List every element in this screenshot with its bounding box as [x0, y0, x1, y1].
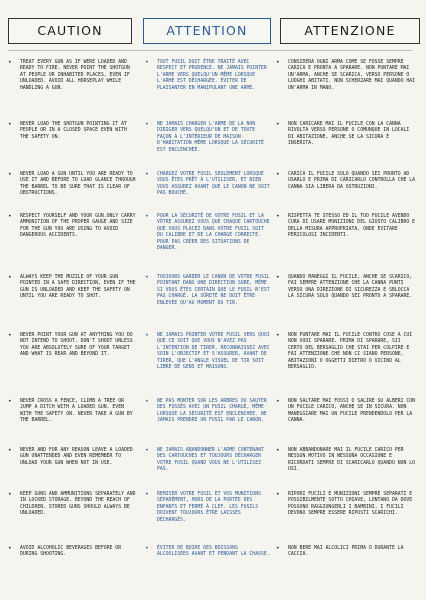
attenzione-item: • RIPORI FUCILI E MUNIZIONI SEMPRE SEPARATI E POSSIBILMENTE SOTTO CHIAVE, LONTANO DA DOVE POSSONO RAGGIUNGERLI I BAMBINI. I FUCILI DEVONO SEMPRE ESSERE RIPOSTI SCARICHI.	[276, 491, 413, 517]
caution-item: • RESPECT YOURSELF AND YOUR GUN.ONLY CARRY AMMUNITION OF THE PROPER GAUGE AND SIZE FOR THE GUN YOU ARE USING TO AVOID DANGEROUS ACCIDENTS.	[8, 213, 136, 239]
attenzione-item: • NON PUNTARE MAI IL FUCILE CONTRO COSE A CUI NON VUOI SPARARE. PRIMA DI SPARARE, SII CERTO DEL BERSAGLIO CHE STAI PER COLPIRE E FAI ATTENZIONE CHE NON CI SIANO PERSONE, ABITAZIONI O OGGETTI DIETRO O VICINO AL BERSAGLIO.	[276, 332, 413, 371]
attention-item: • NE JAMAIS POINTER VOTRE FUSIL VERS QUOI QUE CE SOIT QUE VOUS N'AVEZ PAS L'INTENTION DE TIRER. RECONNAISSEZ AVEC SOIN L'OBJECTIF ET S'ASSURER, AVANT DE TIRER, QUE L'ANGLE VISUEL DE TIR SOIT LIBRE DE GENS ET MAISONS.	[145, 332, 270, 371]
divider-french	[143, 50, 279, 51]
attenzione-item: • QUANDO MANEGGI IL FUCILE, ANCHE SE SCARICO, FAI SEMPRE ATTENZIONE CHE LA CANNA PUNTI VERSO UNA DIREZIONE DI SICUREZZA E SBLOCCA LA SICURA SOLO QUANDO SEI PRONTO A SPARARE.	[276, 274, 413, 300]
caution-item: • NEVER LOAD THE SHOTGUN POINTING IT AT PEOPLE OR IN A CLOSED SPACE EVEN WITH THE SAFETY ON.	[8, 121, 127, 140]
caution-item: • AVOID ALCOHOLIC BEVERAGES BEFORE OR DURING SHOOTING.	[8, 545, 122, 558]
attention-item: • TOUJOURS GARDER LE CANON DE VOTRE FUSIL POINTANT DANS UNE DIRECTION SURE, MÊME SI VOUS ÊTES CERTAIN QUE LE FUSIL N'EST PAS CHARGÉ. LA SÛRETÉ NE DOIT ÊTRE ENLEVÉE QU'AU MOMENT DU TIR.	[145, 274, 270, 306]
caution-item: • NEVER POINT YOUR GUN AT ANYTHING YOU DO NOT INTEND TO SHOOT. DON'T SHOOT UNLESS YOU ARE ABSOLUTELY SURE OF YOUR TARGET AND WHAT IS REAR AND BEYOND IT.	[8, 332, 133, 358]
caution-item: • ALWAYS KEEP THE MUZZLE OF YOUR GUN POINTED IN A SAFE DIRECTION, EVEN IF THE GUN IS UNLOADED AND KEEP THE SAFETY ON UNTIL YOU ARE READY TO SHOT.	[8, 274, 136, 300]
caution-item: • NEVER LOAD A GUN UNTIL YOU ARE READY TO USE IT AND BEFORE TO LOAD GLANCE THROUGH THE BARREL TO BE SURE THAT IS CLEAR OF OBSTRUCTIONS.	[8, 171, 136, 197]
attention-item: • REMISER VOTRE FUSIL ET VOS MUNITIONS SÉPARÉMENT, HORS DE LA PORTÉE DES ENFANTS ET FERMÉ À CLEF. LES FUSILS DOIVENT TOUJOURS ÊTRE LAISSÉS DÉCHARGÉS.	[145, 491, 261, 523]
attenzione-item: • CONSIDERA OGNI ARMA COME SE FOSSE SEMPRE CARICA E PRONTA A SPARARE. NON PUNTARE MAI UN'ARMA, ANCHE SE SCARICA, VERSO PERSONE O LUOGHI ABITATI. NON SCHERZARE MAI QUANDO HAI UN'ARMA IN MANO.	[276, 59, 416, 91]
caution-item: • NEVER CROSS A FENCE, CLIMB A TREE OR JUMP A DITCH WITH A LOADED GUN. EVEN WITH THE SAFETY ON. NEVER TAKE A GUN BY THE BARREL.	[8, 398, 133, 424]
attention-item: • POUR LA SÉCURITÉ DE VOTRE FUSIL ET LA VÔTRE ASSUREZ VOUS QUE CHAQUE CARTOUCHE QUE VOUS PLACEZ DANS VOTRE FUSIL SOIT DU CALIBRE ET DE LA CHARGE CORRECTE. POUR PAS CRÉER DES SITUATIONS DE DANGER.	[145, 213, 270, 252]
attention-item: • ÉVITER DE BOIRE DES BOISSONS ALCOOLISÉES AVANT ET PENDANT LA CHASSE.	[145, 545, 270, 558]
attenzione-item: • NON BERE MAI ALCOLICI PRIMA O DURANTE LA CACCIA.	[276, 545, 404, 558]
attenzione-item: • NON CARICARE MAI IL FUCILE CON LA CANNA RIVOLTA VERSO PERSONE O COMUNQUE IN LOCALI DI ABITAZIONE, ANCHE SE LA SICURA È INSERITA.	[276, 121, 410, 147]
attenzione-item: • NON ABBANDONARE MAI IL FUCILE CARICO PER NESSUN MOTIVO IN NESSUNA OCCASIONE E RICORDATI SEMPRE DI SCARICARLO QUANDO NON LO USI.	[276, 447, 416, 473]
attenzione-item: • CARICA IL FUCILE SOLO QUANDO SEI PRONTO AD USARLO E PRIMA DI CARICARLO CONTROLLA CHE LA CANNA SIA LIBERA DA OSTRUZIONI.	[276, 171, 416, 190]
header-attenzione: ATTENZIONE	[280, 18, 420, 44]
divider-italian	[276, 50, 412, 51]
attention-item: • CHARGEZ VOTRE FUSIL SEULEMENT LORSQUE VOUS ÊTES PRÊT À L'UTILISER, ET BIEN VOUS ASSUREZ AVANT QUE LE CANON NE SOIT PAS BOUCHÉ.	[145, 171, 270, 197]
attention-item: • NE JAMAIS CHARGER L'ARME DE LA NON DIRIGER VERS QUELQU'UN ET DE TOUTE FAÇON À L'INTÉRIEUR DE MAISON D'HABITATION MÊME LORSQUE LA SÉCURITÉ EST ENCLENCHÉE.	[145, 121, 264, 153]
attention-item: • NE PAS MONTER SUR LES ARBRES OU SAUTER DES FOSSÉS AVEC UN FUSIL CHARGÉ, MÊME LORSQUE LA SÉCURITÉ EST ENCLENCHÉE. NE JAMAIS PRENDRE UN FUSIL PAR LE CANON.	[145, 398, 267, 424]
caution-item: • KEEP GUNS AND AMMUNITIONS SEPARATELY AND IN LOCKED STORAGE. BEYOND THE REACH OF CHILDREN. STORED GUNS SHOULD ALWAYS BE UNLOADED.	[8, 491, 136, 517]
header-attention: ATTENTION	[143, 18, 271, 44]
attention-item: • TOUT FUSIL DOIT ÊTRE TRAITÉ AVEC RESPECT ET PRUDENCE. NE JAMAIS POINTER L'ARME VERS QUELQU'UN MÊME LORSQUE L'ARME EST DÉCHARGÉE. ÉVITER DE PLAISANTER EN MANIPULANT UNE ARME.	[145, 59, 267, 91]
header-caution: CAUTION	[8, 18, 132, 44]
caution-item: • TREAT EVERY GUN AS IF WERE LOADED AND READY TO FIRE. NEVER POINT THE SHOTGUN AT PEOPLE OR INHABITED PLACES, EVEN IF UNLOADED. AVOID ALL HORSEPLAY WHILE HANDLING A GUN.	[8, 59, 130, 91]
divider-english	[8, 50, 144, 51]
attention-item: • NE JAMAIS ABANDONNER L'ARME CONTENANT DES CARTOUCHES ET TOUJOURS DÉCHARGER VOTRE FUSIL QUAND VOUS NE L'UTILISEZ PAS.	[145, 447, 264, 473]
column-headers	[8, 18, 418, 42]
attenzione-item: • RISPETTA TE STESSO ED IL TUO FUCILE AVENDO CURA DI USARE MUNIZIONI DEL GIUSTO CALIBRO E DELLA MISURA APPROPRIATA, ONDE EVITARE PERICOLOSI INCIDENTI.	[276, 213, 416, 239]
attenzione-item: • NON SALTARE MAI FOSSI O SALIRE SU ALBERI CON UN FUCILE CARICO, ANCHE SE IN SICURA. NON MANEGGIARE MAI UN FUCILE PRENDENDOLO PER LA CANNA.	[276, 398, 416, 424]
caution-item: • NEVER AND FOR ANY REASON LEAVE A LOADED GUN UNATTENDED AND EVEN REMEMBER TO UNLOAD YOUR GUN WHEN NOT IN USE.	[8, 447, 133, 466]
